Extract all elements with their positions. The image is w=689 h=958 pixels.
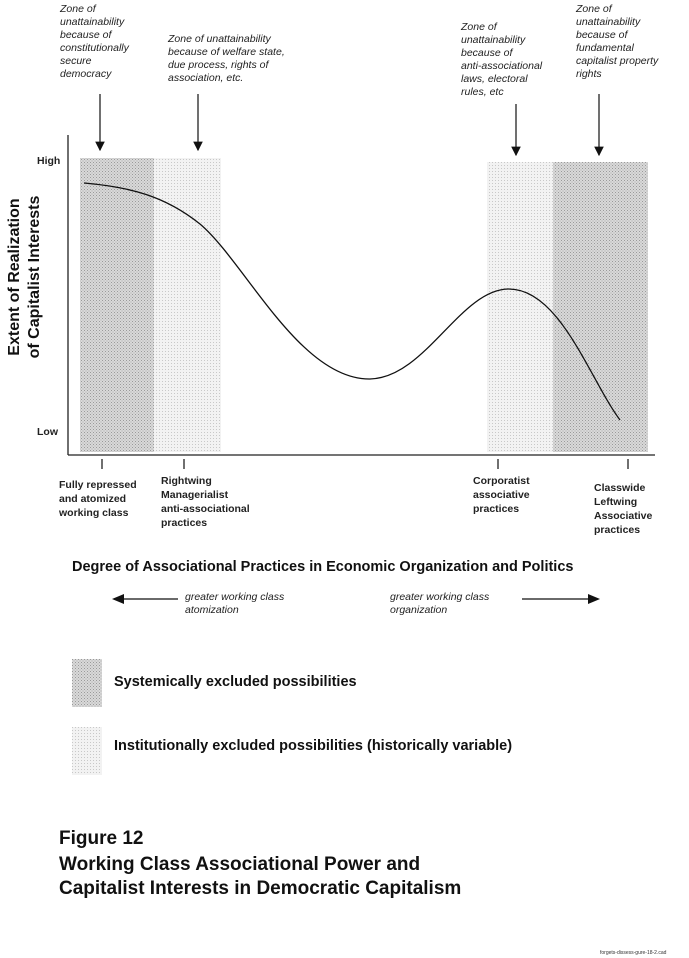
y-axis-low-label: Low xyxy=(37,426,58,438)
direction-right-label: greater working class organization xyxy=(390,591,490,616)
footer-filename: forgets-dissess-gure-18-2.cad xyxy=(600,950,667,956)
x-tick-label-repressed: Fully repressed and atomized working class xyxy=(59,479,137,519)
systemic-zone-right xyxy=(553,162,648,452)
y-axis-label: Extent of Realization of Capitalist Interests xyxy=(6,195,43,359)
zone-note-democracy: Zone of unattainability because of constitutionally secure democracy xyxy=(60,3,129,80)
legend-swatch-systemic xyxy=(72,659,102,707)
arrowhead-left xyxy=(112,594,124,604)
legend-label-institutional: Institutionally excluded possibilities (historically variable) xyxy=(114,738,513,754)
legend-label-systemic: Systemically excluded possibilities xyxy=(114,674,357,690)
zone-note-welfare-state: Zone of unattainability because of welfare state, due process, rights of association, etc. xyxy=(168,33,285,84)
zone-note-anti-associational: Zone of unattainability because of anti-associational laws, electoral rules, etc xyxy=(461,21,543,98)
figure-number: Figure 12 xyxy=(59,828,144,849)
direction-left-label: greater working class atomization xyxy=(185,591,285,616)
zone-note-property-rights: Zone of unattainability because of fundamental capitalist property rights xyxy=(576,3,659,80)
x-tick-label-rightwing: Rightwing Managerialist anti-associational practices xyxy=(161,475,250,529)
figure-title: Working Class Associational Power and Capitalist Interests in Democratic Capitalism xyxy=(59,854,462,899)
institutional-zone-right xyxy=(487,162,553,452)
legend-swatch-institutional xyxy=(72,727,102,775)
systemic-zone-left xyxy=(80,158,154,452)
x-axis-label: Degree of Associational Practices in Economic Organization and Politics xyxy=(72,559,574,575)
x-tick-label-corporatist: Corporatist associative practices xyxy=(473,475,530,515)
arrowhead-right xyxy=(588,594,600,604)
x-tick-label-classwide: Classwide Leftwing Associative practices xyxy=(594,482,653,536)
direction-arrows xyxy=(0,585,689,625)
y-axis-high-label: High xyxy=(37,155,61,167)
